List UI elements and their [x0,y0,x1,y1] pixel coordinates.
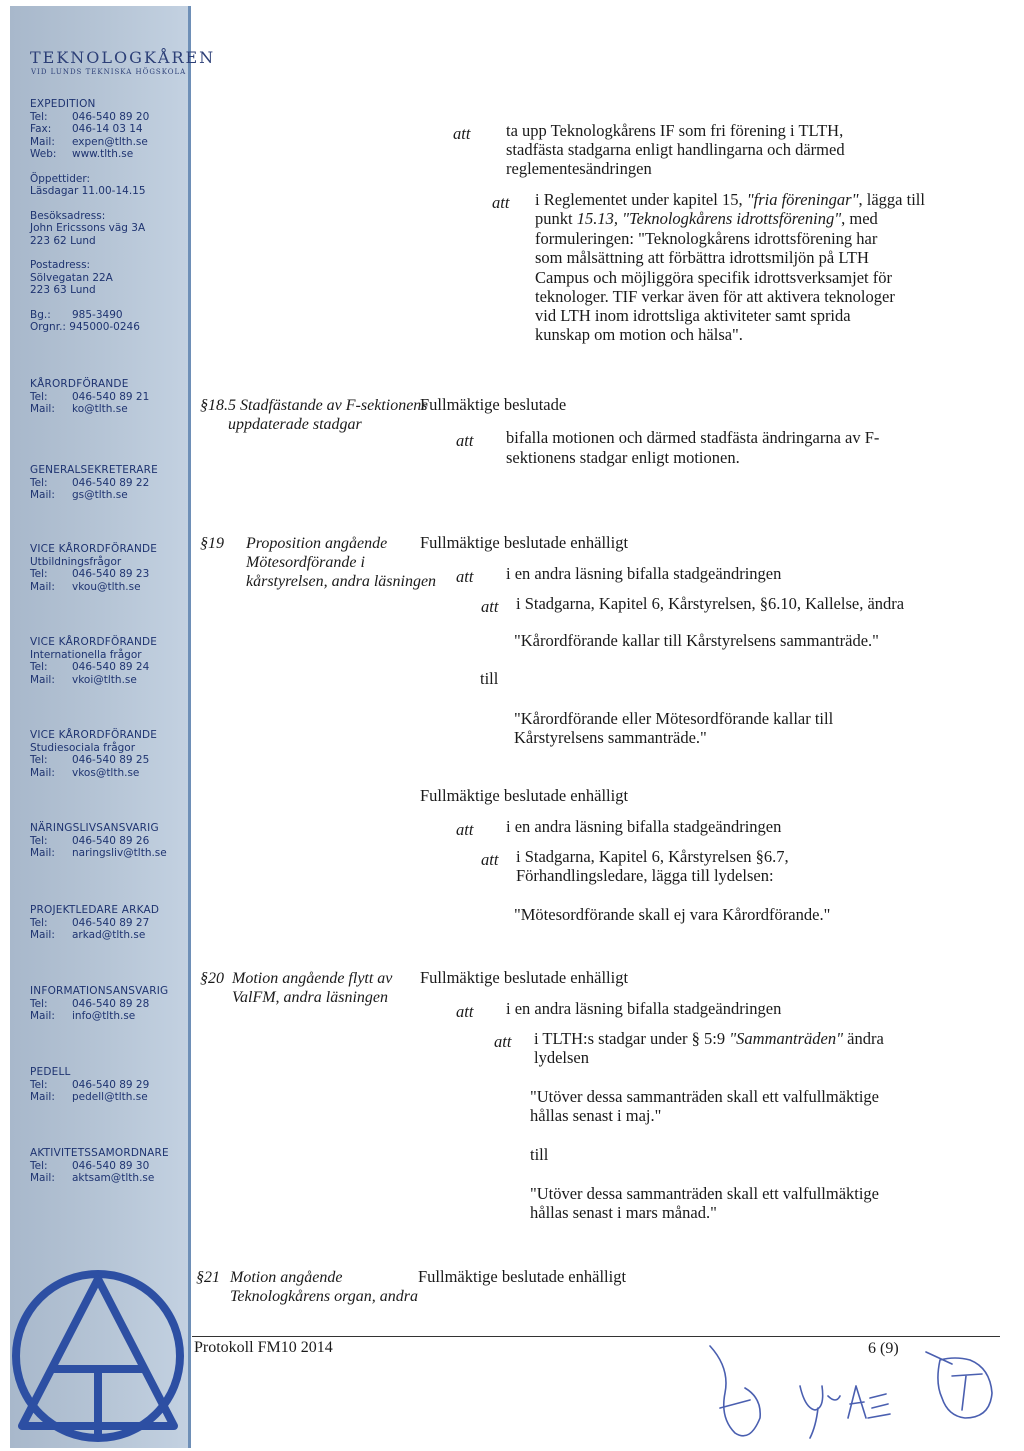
label: Tel: [30,754,48,766]
contact-area: Utbildningsfrågor [30,555,122,568]
postal-label: Postadress: [30,259,91,271]
text-line: i Stadgarna, Kapitel 6, Kårstyrelsen §6.7, [516,847,789,866]
decision: Fullmäktige beslutade enhälligt [420,533,629,552]
att-label: att [492,193,510,212]
contact-title: GENERALSEKRETERARE [30,464,158,476]
contact-block [30,543,157,593]
visit-label: Besöksadress: [30,209,106,222]
contact-tel: 046-540 89 28 [72,997,150,1010]
text-line: ta upp Teknologkårens IF som fri förening i TLTH, [506,121,844,140]
contact-title: VICE KÅRORDFÖRANDE [30,543,158,555]
att-label: att [494,1032,512,1051]
att-label: att [453,124,471,143]
contact-tel: 046-540 89 21 [72,390,150,403]
teknologkaren-logo-icon [10,1261,188,1451]
contact-mail: naringsliv@tlth.se [72,847,167,859]
contact-block [30,729,157,779]
label: Mail: [30,1091,55,1103]
text-line: Förhandlingsledare, lägga till lydelsen: [516,866,774,885]
contact-area: Internationella frågor [30,648,142,661]
section-title: Mötesordförande i [246,554,365,571]
text-line: vid LTH inom idrottsliga aktiviteter samt sprida [535,306,851,325]
label: Mail: [30,1172,55,1184]
contact-title: PEDELL [30,1066,71,1078]
section-number: §19 [200,535,224,552]
hours-label: Öppettider: [30,172,91,185]
decision: Fullmäktige beslutade enhälligt [420,968,629,987]
att-label: att [456,820,474,839]
text-line: stadfästa stadgarna enligt handlingarna och därmed [506,140,845,159]
footer-document-name: Protokoll FM10 2014 [194,1339,333,1356]
label: Tel: [30,661,48,673]
contact-mail: vkos@tlth.se [72,766,140,779]
expedition-fax: 046-14 03 14 [72,123,143,135]
quote: Kårstyrelsens sammanträde." [514,728,707,747]
contact-title: NÄRINGSLIVSANSVARIG [30,822,159,834]
text-line: i en andra läsning bifalla stadgeändringen [506,817,782,836]
label: Tel: [30,476,48,489]
att-label: att [481,850,499,869]
quote: hållas senast i maj." [530,1106,662,1125]
contact-title: VICE KÅRORDFÖRANDE [30,636,158,648]
contact-tel: 046-540 89 26 [72,834,150,847]
org-number: 945000-0246 [69,321,140,333]
label: Tel: [30,916,48,929]
contact-tel: 046-540 89 29 [72,1078,150,1091]
contact-area: Studiesociala frågor [30,741,136,754]
contact-mail: vkoi@tlth.se [72,673,137,686]
contact-mail: info@tlth.se [72,1010,136,1022]
decision: Fullmäktige beslutade enhälligt [420,786,629,805]
hours: Läsdagar 11.00-14.15 [30,185,146,197]
text-line: bifalla motionen och därmed stadfästa ändringarna av F- [506,428,880,447]
section-number: §18.5 [200,397,236,414]
label: Tel: [30,997,48,1010]
contact-tel: 046-540 89 23 [72,568,150,580]
bankgiro: 985-3490 [72,308,123,321]
quote: hållas senast i mars månad." [530,1203,717,1222]
contact-block [30,985,168,1023]
section-number: §20 [200,970,224,987]
contact-tel: 046-540 89 24 [72,661,150,673]
contact-mail: vkou@tlth.se [72,580,141,593]
expedition-mail: expen@tlth.se [72,135,148,148]
contact-tel: 046-540 89 27 [72,916,150,929]
contact-tel: 046-540 89 22 [72,476,150,489]
text-line: Campus och möjliggöra specifik idrottsverksamjet för [535,268,892,287]
section-title: uppdaterade stadgar [228,416,362,433]
att-label: att [456,431,474,450]
label: Web: [30,148,57,160]
text-line: i TLTH:s stadgar under § 5:9 "Sammanträden" ändra [534,1029,884,1048]
section-title: ValFM, andra läsningen [232,989,388,1006]
label: Mail: [30,580,55,593]
decision: Fullmäktige beslutade [420,395,567,414]
label: Mail: [30,766,55,779]
footer-rule [192,1336,1000,1337]
text-line: som målsättning att förbättra idrottsmiljön på LTH [535,248,869,267]
label: Mail: [30,847,55,859]
label: Tel: [30,834,48,847]
contact-title: PROJEKTLEDARE ARKAD [30,904,160,916]
brand-name: TEKNOLOGKÅREN [30,48,216,67]
contact-block [30,822,167,860]
section-title: Proposition angående [246,535,388,552]
contact-block [30,636,157,686]
label: Tel: [30,1078,48,1091]
decision: Fullmäktige beslutade enhälligt [418,1267,627,1286]
quote: "Utöver dessa sammanträden skall ett valfullmäktige [530,1087,880,1106]
quote: "Utöver dessa sammanträden skall ett valfullmäktige [530,1184,880,1203]
section-title: Teknologkårens organ, andra [230,1288,418,1305]
contact-tel: 046-540 89 30 [72,1159,150,1172]
visit-line: John Ericssons väg 3A [30,222,146,234]
section-number: §21 [196,1269,220,1286]
label: Tel: [30,390,48,403]
visit-line: 223 62 Lund [30,234,96,247]
footer-page-number: 6 (9) [868,1340,899,1357]
label: Orgnr.: [30,321,66,333]
label: Tel: [30,110,48,123]
contact-block [30,464,158,502]
label: Tel: [30,1159,48,1172]
expedition-heading: EXPEDITION [30,98,96,110]
contact-block [30,1147,169,1185]
till-label: till [530,1145,549,1164]
text-line: reglementesändringen [506,159,652,178]
quote: "Kårordförande eller Mötesordförande kallar till [514,709,834,728]
expedition-block [30,98,149,334]
label: Mail: [30,1010,55,1022]
label: Fax: [30,123,52,135]
contact-mail: gs@tlth.se [72,489,128,501]
quote: "Kårordförande kallar till Kårstyrelsens sammanträde." [514,631,879,650]
label: Tel: [30,568,48,580]
section-title: Motion angående flytt av [232,970,393,987]
text-line: formuleringen: "Teknologkårens idrottsförening har [535,229,878,248]
text-line: lydelsen [534,1048,589,1067]
contact-block [30,378,149,416]
contact-mail: arkad@tlth.se [72,929,146,941]
contact-title: AKTIVITETSSAMORDNARE [30,1147,169,1159]
postal-line: Sölvegatan 22A [30,271,113,284]
label: Mail: [30,489,55,501]
contact-title: VICE KÅRORDFÖRANDE [30,729,158,741]
section-title: Motion angående [230,1269,343,1286]
till-label: till [480,669,499,688]
contact-block [30,904,159,942]
contact-tel: 046-540 89 25 [72,754,150,766]
text-line: teknologer. TIF verkar även för att aktivera teknologer [535,287,895,306]
text-line: kunskap om motion och hälsa". [535,325,743,344]
contact-mail: aktsam@tlth.se [72,1172,155,1184]
signature-initials-icon [690,1338,1010,1446]
label: Mail: [30,929,55,941]
expedition-tel: 046-540 89 20 [72,110,150,123]
att-label: att [481,597,499,616]
label: Mail: [30,673,55,686]
label: Mail: [30,135,55,148]
contact-mail: pedell@tlth.se [72,1091,148,1103]
label: Mail: [30,403,55,415]
text-line: i Stadgarna, Kapitel 6, Kårstyrelsen, §6.10, Kallelse, ändra [516,594,905,613]
section-title: kårstyrelsen, andra läsningen [246,573,437,590]
quote: "Mötesordförande skall ej vara Kårordförande." [514,905,831,924]
text-line: i Reglementet under kapitel 15, "fria föreningar", lägga till [535,190,925,209]
contact-block [30,1066,149,1104]
att-label: att [456,567,474,586]
contact-mail: ko@tlth.se [72,403,128,415]
label: Bg.: [30,308,51,321]
brand-subtitle: VID LUNDS TEKNISKA HÖGSKOLA [31,68,187,76]
contact-title: INFORMATIONSANSVARIG [30,985,169,997]
text-line: i en andra läsning bifalla stadgeändringen [506,999,782,1018]
postal-line: 223 63 Lund [30,284,96,296]
expedition-web: www.tlth.se [72,148,134,160]
section-title: Stadfästande av F-sektionens [240,397,428,414]
att-label: att [456,1002,474,1021]
text-line: i en andra läsning bifalla stadgeändringen [506,564,782,583]
contact-title: KÅRORDFÖRANDE [30,378,129,390]
text-line: punkt 15.13, "Teknologkårens idrottsförening", med [535,209,878,228]
text-line: sektionens stadgar enligt motionen. [506,448,740,467]
